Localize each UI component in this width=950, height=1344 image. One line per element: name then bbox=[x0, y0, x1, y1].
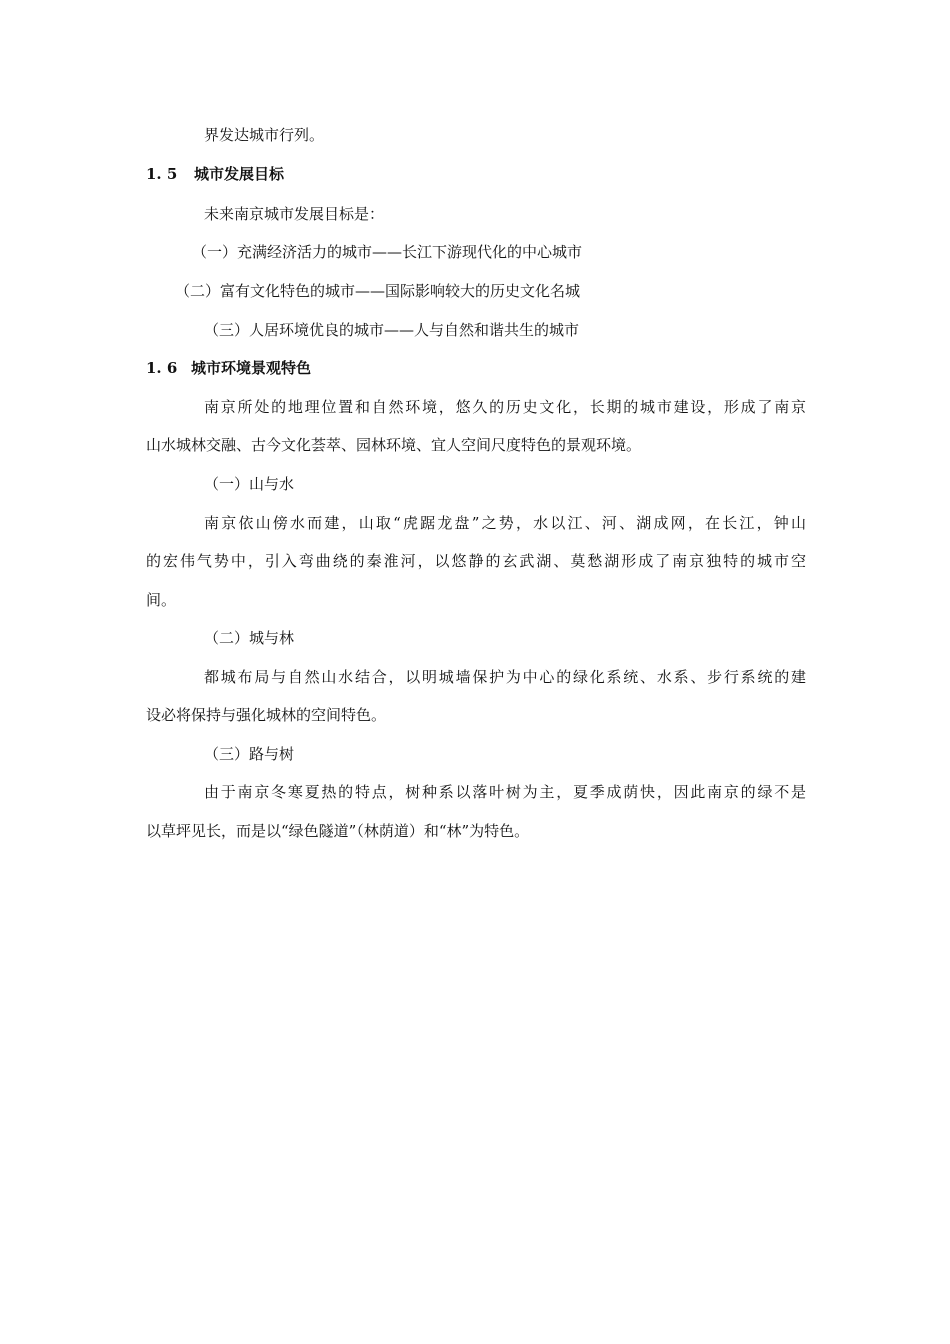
paragraph-line: 山水城林交融、古今文化荟萃、园林环境、宜人空间尺度特色的景观环境。 bbox=[146, 436, 642, 454]
section-heading-1-6 bbox=[146, 358, 311, 378]
section-number: 1. 6 bbox=[146, 359, 178, 377]
list-item: （一）充满经济活力的城市——长江下游现代化的中心城市 bbox=[192, 243, 583, 261]
paragraph-line: 南京所处的地理位置和自然环境，悠久的历史文化，长期的城市建设，形成了南京 bbox=[204, 398, 806, 416]
subsection-title: （二）城与林 bbox=[204, 629, 295, 647]
section-heading-1-5 bbox=[146, 164, 284, 184]
section-title: 城市发展目标 bbox=[194, 165, 285, 183]
subsection-title: （一）山与水 bbox=[204, 475, 295, 493]
paragraph-line: 由于南京冬寒夏热的特点，树种系以落叶树为主，夏季成荫快，因此南京的绿不是 bbox=[204, 783, 806, 801]
paragraph-line: 南京依山傍水而建，山取“虎踞龙盘”之势，水以江、河、湖成网，在长江，钟山 bbox=[204, 514, 806, 532]
paragraph-line: 设必将保持与强化城林的空间特色。 bbox=[146, 706, 387, 724]
section-number: 1. 5 bbox=[146, 165, 178, 183]
paragraph-line: 以草坪见长，而是以“绿色隧道”（林荫道）和“林”为特色。 bbox=[146, 822, 530, 840]
section-title: 城市环境景观特色 bbox=[191, 359, 312, 377]
paragraph-line: 间。 bbox=[146, 591, 177, 609]
paragraph-line: 都城布局与自然山水结合，以明城墙保护为中心的绿化系统、水系、步行系统的建 bbox=[204, 668, 806, 686]
list-item: （二）富有文化特色的城市——国际影响较大的历史文化名城 bbox=[175, 282, 581, 300]
continuation-text: 界发达城市行列。 bbox=[204, 126, 325, 144]
paragraph-line: 的宏伟气势中，引入弯曲绕的秦淮河，以悠静的玄武湖、莫愁湖形成了南京独特的城市空 bbox=[146, 552, 806, 570]
list-item: （三）人居环境优良的城市——人与自然和谐共生的城市 bbox=[204, 321, 580, 339]
paragraph: 未来南京城市发展目标是： bbox=[204, 205, 385, 223]
subsection-title: （三）路与树 bbox=[204, 745, 295, 763]
